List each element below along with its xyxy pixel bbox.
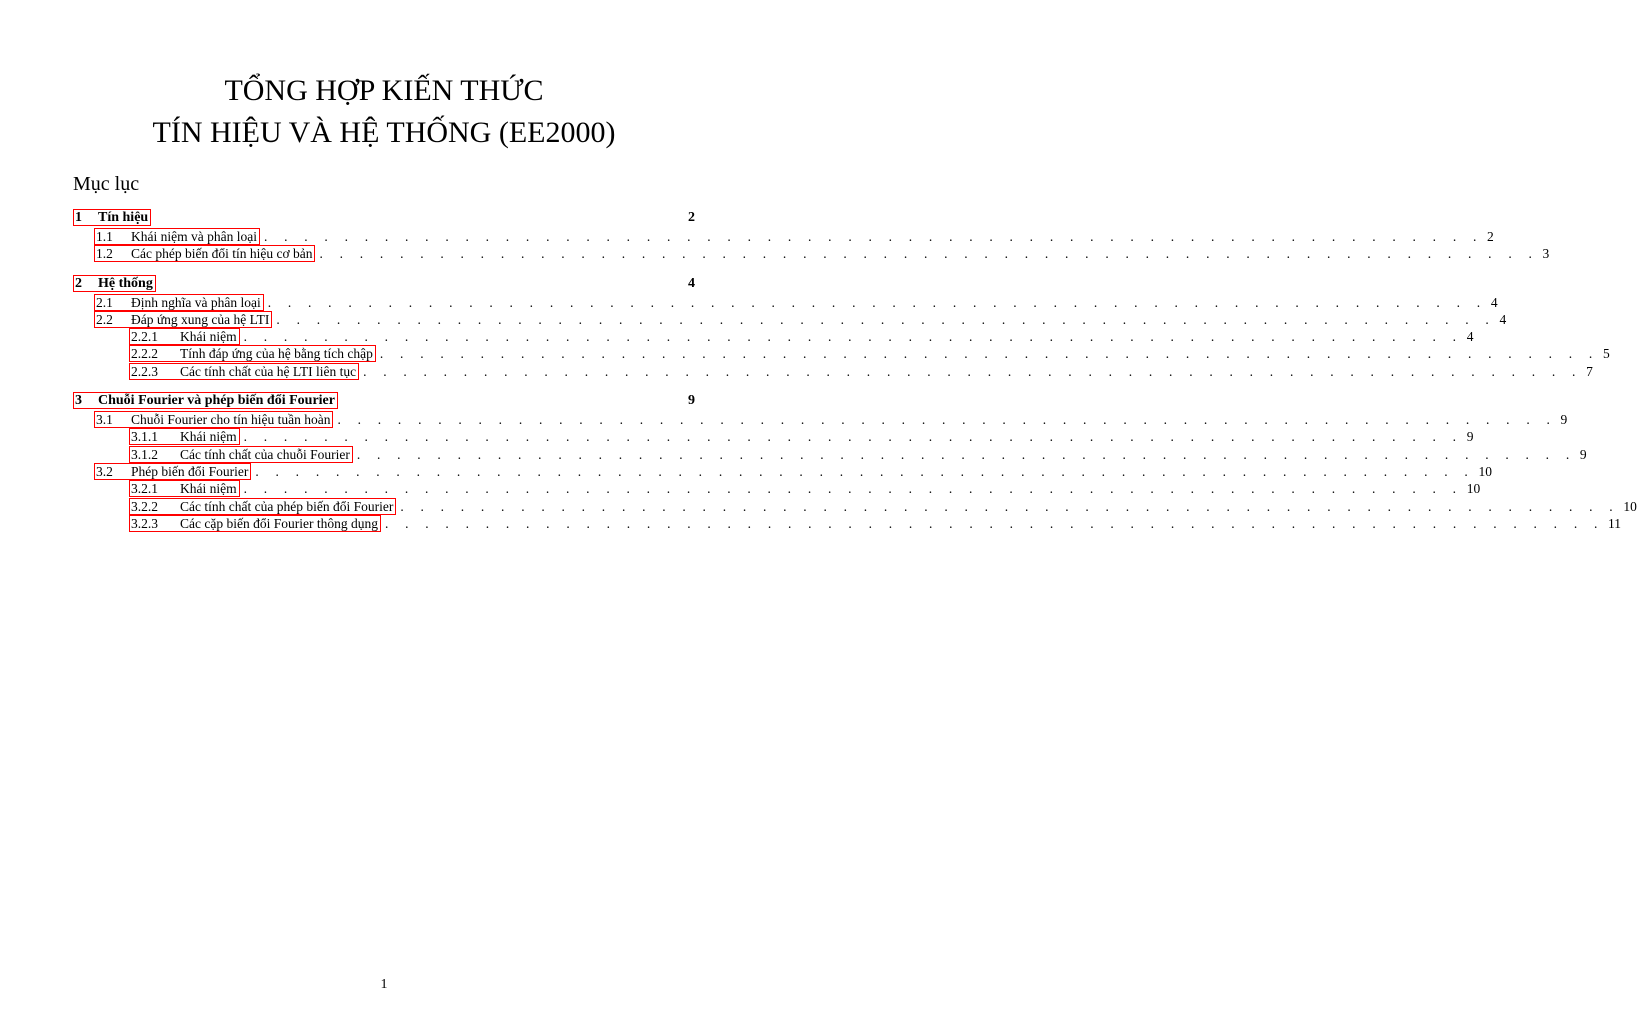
toc-entry-title: Tính đáp ứng của hệ bằng tích chập bbox=[180, 346, 373, 362]
toc-entry-page: 9 bbox=[1579, 446, 1587, 462]
toc-entry-2-2-2 bbox=[73, 345, 1610, 362]
dot-leader: . . . . . . . . . . . . . . . . . . . . . . . . . . . . . . . . . . . . . . . . . . . . . . . . . . . . . . . . . . . . . bbox=[243, 481, 1463, 497]
dot-leader: . . . . . . . . . . . . . . . . . . . . . . . . . . . . . . . . . . . . . . . . . . . . . . . . . . . . . . . . . . . . . bbox=[337, 412, 1557, 428]
toc-entry-2-2 bbox=[73, 311, 1507, 328]
toc-entry-title: Chuỗi Fourier và phép biến đổi Fourier bbox=[98, 393, 335, 409]
toc-entry-title: Phép biến đổi Fourier bbox=[131, 463, 249, 479]
toc-entry-number: 2.1 bbox=[96, 294, 113, 310]
toc-entry-page: 10 bbox=[1478, 463, 1492, 479]
toc-entry-title: Khái niệm bbox=[180, 481, 237, 497]
toc-entry-3-2-3 bbox=[73, 515, 1622, 532]
toc-heading: Mục lục bbox=[73, 173, 140, 195]
toc-entry-number: 3.2.3 bbox=[131, 515, 158, 531]
toc-entry-2 bbox=[73, 275, 695, 294]
toc-entry-1-2 bbox=[73, 245, 1550, 262]
toc-entry-number: 3 bbox=[75, 393, 82, 409]
toc-entry-number: 3.1.1 bbox=[131, 429, 158, 445]
toc-link-2-2[interactable] bbox=[94, 311, 272, 328]
toc-entry-title: Tín hiệu bbox=[98, 210, 149, 225]
dot-leader: . . . . . . . . . . . . . . . . . . . . . . . . . . . . . . . . . . . . . . . . . . . . . . . . . . . . . . . . . . . . . bbox=[384, 515, 1605, 531]
toc-entry-page: 9 bbox=[1560, 412, 1568, 428]
toc-entry-page: 5 bbox=[1602, 346, 1610, 362]
toc-link-2-2-2[interactable] bbox=[129, 345, 376, 362]
toc-entry-page: 2 bbox=[1487, 229, 1494, 244]
toc-entry-title: Khái niệm và phân loại bbox=[131, 229, 257, 244]
dot-leader: . . . . . . . . . . . . . . . . . . . . . . . . . . . . . . . . . . . . . . . . . . . . . . . . . . . . . . . . . . . . . bbox=[356, 446, 1576, 462]
toc-link-1[interactable] bbox=[73, 209, 151, 226]
toc-link-3[interactable] bbox=[73, 392, 338, 409]
toc-entry-number: 2.2.2 bbox=[131, 346, 158, 362]
toc-entry-page: 4 bbox=[1490, 294, 1498, 310]
toc-entry-title: Khái niệm bbox=[180, 429, 237, 445]
table-of-contents bbox=[73, 209, 1637, 532]
toc-entry-number: 3.2.1 bbox=[131, 481, 158, 497]
toc-entry-2-2-1 bbox=[73, 328, 1474, 345]
toc-entry-page: 7 bbox=[1586, 363, 1593, 379]
toc-entry-3-1 bbox=[73, 411, 1568, 428]
toc-entry-number: 2.2.3 bbox=[131, 363, 158, 379]
toc-entry-title: Các cặp biến đổi Fourier thông dụng bbox=[180, 515, 378, 531]
document-title-line1: TỔNG HỢP KIẾN THỨC bbox=[224, 74, 544, 107]
toc-entry-page: 9 bbox=[1466, 429, 1474, 445]
toc-entry-title: Các phép biến đổi tín hiệu cơ bản bbox=[131, 246, 313, 262]
toc-entry-number: 3.2 bbox=[96, 463, 113, 479]
toc-entry-page: 4 bbox=[1499, 311, 1507, 327]
toc-link-1-1[interactable] bbox=[94, 228, 260, 245]
dot-leader: . . . . . . . . . . . . . . . . . . . . . . . . . . . . . . . . . . . . . . . . . . . . . . . . . . . . . . . . . . . . . bbox=[263, 229, 1484, 244]
dot-leader: . . . . . . . . . . . . . . . . . . . . . . . . . . . . . . . . . . . . . . . . . . . . . . . . . . . . . . . . . . . . . bbox=[363, 363, 1583, 379]
dot-leader: . . . . . . . . . . . . . . . . . . . . . . . . . . . . . . . . . . . . . . . . . . . . . . . . . . . . . . . . . . . . . bbox=[379, 346, 1599, 362]
toc-entry-title: Các tính chất của chuỗi Fourier bbox=[180, 446, 350, 462]
toc-entry-page: 4 bbox=[688, 275, 695, 291]
toc-entry-2-1 bbox=[73, 294, 1498, 311]
toc-entry-1 bbox=[73, 209, 695, 228]
toc-link-1-2[interactable] bbox=[94, 245, 315, 262]
toc-link-2-2-3[interactable] bbox=[129, 363, 359, 380]
toc-entry-title: Các tính chất của hệ LTI liên tục bbox=[180, 363, 357, 379]
toc-entry-number: 2.2.1 bbox=[131, 329, 158, 345]
toc-link-2[interactable] bbox=[73, 275, 156, 292]
toc-entry-3 bbox=[73, 392, 695, 411]
toc-entry-page: 3 bbox=[1542, 246, 1550, 262]
toc-entry-page: 9 bbox=[688, 393, 695, 409]
toc-entry-page: 10 bbox=[1623, 498, 1637, 514]
toc-entry-number: 1.2 bbox=[96, 246, 113, 262]
toc-entry-3-1-2 bbox=[73, 446, 1587, 463]
toc-entry-3-1-1 bbox=[73, 428, 1474, 445]
dot-leader: . . . . . . . . . . . . . . . . . . . . . . . . . . . . . . . . . . . . . . . . . . . . . . . . . . . . . . . . . . . . . bbox=[267, 294, 1487, 310]
toc-link-3-1-1[interactable] bbox=[129, 428, 240, 445]
toc-entry-title: Khái niệm bbox=[180, 329, 237, 345]
toc-link-3-2-3[interactable] bbox=[129, 515, 381, 532]
toc-entry-page: 11 bbox=[1608, 515, 1622, 531]
dot-leader: . . . . . . . . . . . . . . . . . . . . . . . . . . . . . . . . . . . . . . . . . . . . . . . . . . . . . . . . . . . . . bbox=[255, 463, 1475, 479]
toc-link-2-2-1[interactable] bbox=[129, 328, 240, 345]
toc-entry-page: 2 bbox=[688, 210, 695, 225]
toc-entry-number: 1.1 bbox=[96, 229, 113, 244]
toc-link-3-2[interactable] bbox=[94, 463, 251, 480]
dot-leader: . . . . . . . . . . . . . . . . . . . . . . . . . . . . . . . . . . . . . . . . . . . . . . . . . . . . . . . . . . . . . bbox=[319, 246, 1539, 262]
document-title-line2: TÍN HIỆU VÀ HỆ THỐNG (EE2000) bbox=[152, 116, 616, 149]
toc-link-3-1-2[interactable] bbox=[129, 446, 353, 463]
toc-entry-number: 2 bbox=[75, 275, 82, 291]
toc-entry-3-2-1 bbox=[73, 480, 1481, 497]
page-number: 1 bbox=[380, 977, 388, 992]
toc-entry-title: Các tính chất của phép biến đổi Fourier bbox=[180, 498, 394, 514]
dot-leader: . . . . . . . . . . . . . . . . . . . . . . . . . . . . . . . . . . . . . . . . . . . . . . . . . . . . . . . . . . . . . bbox=[243, 429, 1463, 445]
toc-link-3-1[interactable] bbox=[94, 411, 333, 428]
dot-leader: . . . . . . . . . . . . . . . . . . . . . . . . . . . . . . . . . . . . . . . . . . . . . . . . . . . . . . . . . . . . . bbox=[243, 329, 1463, 345]
toc-entry-number: 3.1.2 bbox=[131, 446, 158, 462]
toc-entry-number: 3.1 bbox=[96, 412, 113, 428]
toc-link-2-1[interactable] bbox=[94, 294, 264, 311]
toc-entry-page: 10 bbox=[1466, 481, 1481, 497]
toc-entry-number: 1 bbox=[75, 210, 82, 225]
dot-leader: . . . . . . . . . . . . . . . . . . . . . . . . . . . . . . . . . . . . . . . . . . . . . . . . . . . . . . . . . . . . . bbox=[276, 311, 1496, 327]
toc-entry-title: Định nghĩa và phân loại bbox=[131, 294, 261, 310]
toc-entry-number: 3.2.2 bbox=[131, 498, 158, 514]
dot-leader: . . . . . . . . . . . . . . . . . . . . . . . . . . . . . . . . . . . . . . . . . . . . . . . . . . . . . . . . . . . . . bbox=[400, 498, 1620, 514]
toc-entry-number: 2.2 bbox=[96, 311, 113, 327]
toc-entry-title: Hệ thống bbox=[98, 275, 153, 291]
toc-entry-1-1 bbox=[73, 228, 1494, 245]
toc-link-3-2-2[interactable] bbox=[129, 498, 396, 515]
toc-entry-3-2 bbox=[73, 463, 1492, 480]
toc-entry-3-2-2 bbox=[73, 498, 1637, 515]
toc-entry-page: 4 bbox=[1466, 329, 1474, 345]
toc-entry-title: Chuỗi Fourier cho tín hiệu tuần hoàn bbox=[131, 412, 331, 428]
toc-entry-2-2-3 bbox=[73, 363, 1593, 380]
toc-link-3-2-1[interactable] bbox=[129, 480, 240, 497]
toc-entry-title: Đáp ứng xung của hệ LTI bbox=[131, 311, 270, 327]
